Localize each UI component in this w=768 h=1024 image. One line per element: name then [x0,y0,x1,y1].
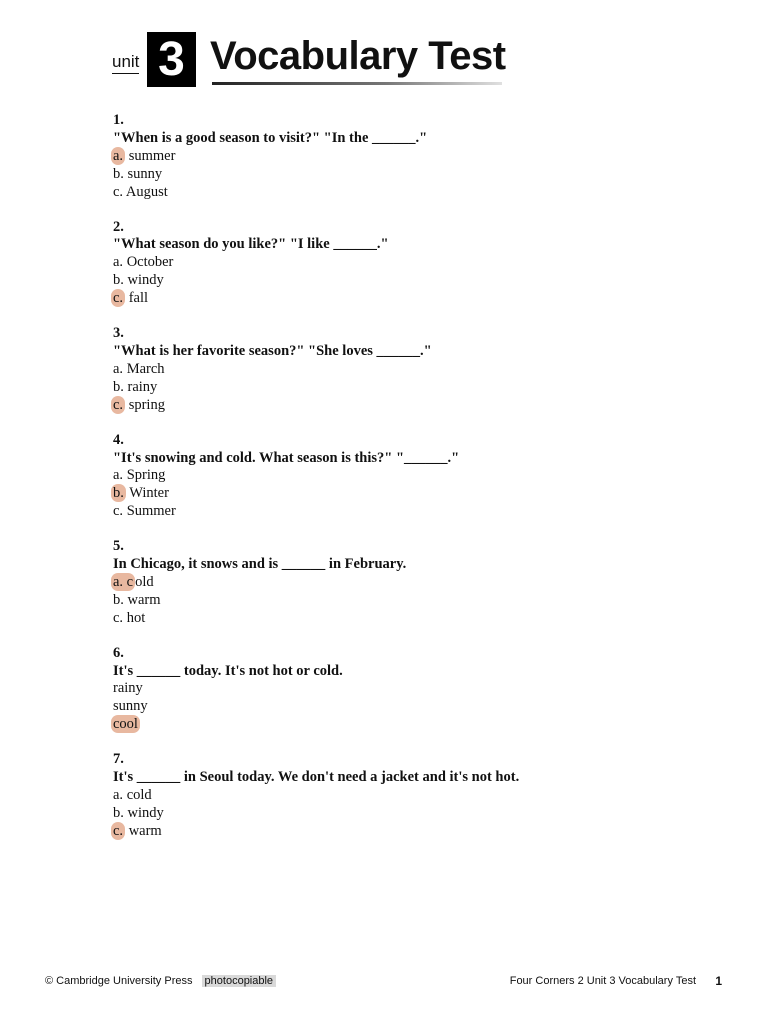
option-letter: c. [113,503,124,520]
answer-option [113,467,733,485]
selected-answer-marker: b. [113,485,124,502]
answer-option [113,485,733,503]
selected-answer-marker: c. [113,290,124,307]
option-text: Summer [123,503,176,520]
question-2 [113,219,733,309]
option-letter: b. [113,165,124,182]
question-number: 3. [113,325,124,342]
question-text: It's ______ in Seoul today. We don't need a jacket and it's not hot. [113,769,520,786]
answer-option [113,823,733,841]
question-number: 2. [113,218,124,235]
answer-option [113,397,733,415]
selected-answer-marker: cool [113,716,138,733]
copyright-notice [45,975,276,987]
answer-option [113,272,733,290]
copyright-text: © Cambridge University Press [45,975,193,987]
answer-option [113,610,733,628]
answer-option [113,716,733,734]
option-text: rainy [123,378,158,395]
question-text: It's ______ today. It's not hot or cold. [113,662,343,679]
question-text: "It's snowing and cold. What season is this?" "______." [113,449,460,466]
selected-answer-marker: c. [113,396,124,413]
option-letter: b. [113,591,124,608]
selected-answer-marker: a. c [113,573,134,590]
option-text: sunny [123,165,163,182]
option-text: rainy [113,680,143,697]
answer-option [113,166,733,184]
question-1 [113,112,733,202]
option-text: fall [125,290,149,307]
question-5 [113,538,733,628]
option-letter: a. [113,467,124,484]
option-text: spring [125,396,165,413]
answer-option [113,592,733,610]
answer-option [113,574,733,592]
page-header [112,30,512,92]
page-title: Vocabulary Test [210,34,506,78]
answer-option [113,787,733,805]
answer-option [113,698,733,716]
option-text: Spring [123,467,166,484]
option-letter: b. [113,804,124,821]
option-text: summer [125,147,176,164]
answer-option [113,503,733,521]
option-text: August [123,183,168,200]
option-letter: a. [113,360,124,377]
question-number: 7. [113,751,124,768]
page-footer [0,975,768,991]
option-letter: b. [113,378,124,395]
question-3 [113,325,733,415]
answer-option [113,254,733,272]
question-list [113,112,733,858]
option-text: windy [123,272,164,289]
option-text: warm [123,591,161,608]
option-letter: c. [113,183,124,200]
photocopiable-badge: photocopiable [202,975,277,987]
option-text: old [135,573,154,590]
answer-option [113,805,733,823]
question-4 [113,432,733,522]
answer-option [113,680,733,698]
selected-answer-marker: c. [113,822,124,839]
page-number: 1 [715,974,722,988]
option-text: cold [123,787,152,803]
option-text: warm [125,822,162,839]
unit-number-badge: 3 [147,32,196,87]
selected-answer-marker: a. [113,147,124,164]
question-text: In Chicago, it snows and is ______ in February. [113,556,407,573]
answer-option [113,184,733,202]
answer-option [113,379,733,397]
question-text: "What is her favorite season?" "She loves ______." [113,342,432,359]
question-text: "When is a good season to visit?" "In the ______." [113,129,428,146]
question-text: "What season do you like?" "I like ______." [113,236,389,253]
question-number: 6. [113,644,124,661]
answer-option [113,290,733,308]
question-number: 5. [113,538,124,555]
question-7 [113,751,733,841]
option-text: March [123,360,165,377]
option-letter: b. [113,272,124,289]
option-letter: a. [113,787,124,803]
option-text: hot [123,609,146,626]
answer-option [113,148,733,166]
answer-option [113,361,733,379]
book-info: Four Corners 2 Unit 3 Vocabulary Test [509,975,696,987]
question-6 [113,645,733,735]
title-underline [212,82,502,85]
option-text: sunny [113,698,148,715]
question-number: 4. [113,431,124,448]
option-text: Winter [125,485,169,502]
option-text: windy [123,804,164,821]
question-number: 1. [113,112,124,128]
option-letter: a. [113,254,124,271]
unit-label: unit [112,52,139,74]
option-text: October [123,254,174,271]
option-letter: c. [113,609,124,626]
